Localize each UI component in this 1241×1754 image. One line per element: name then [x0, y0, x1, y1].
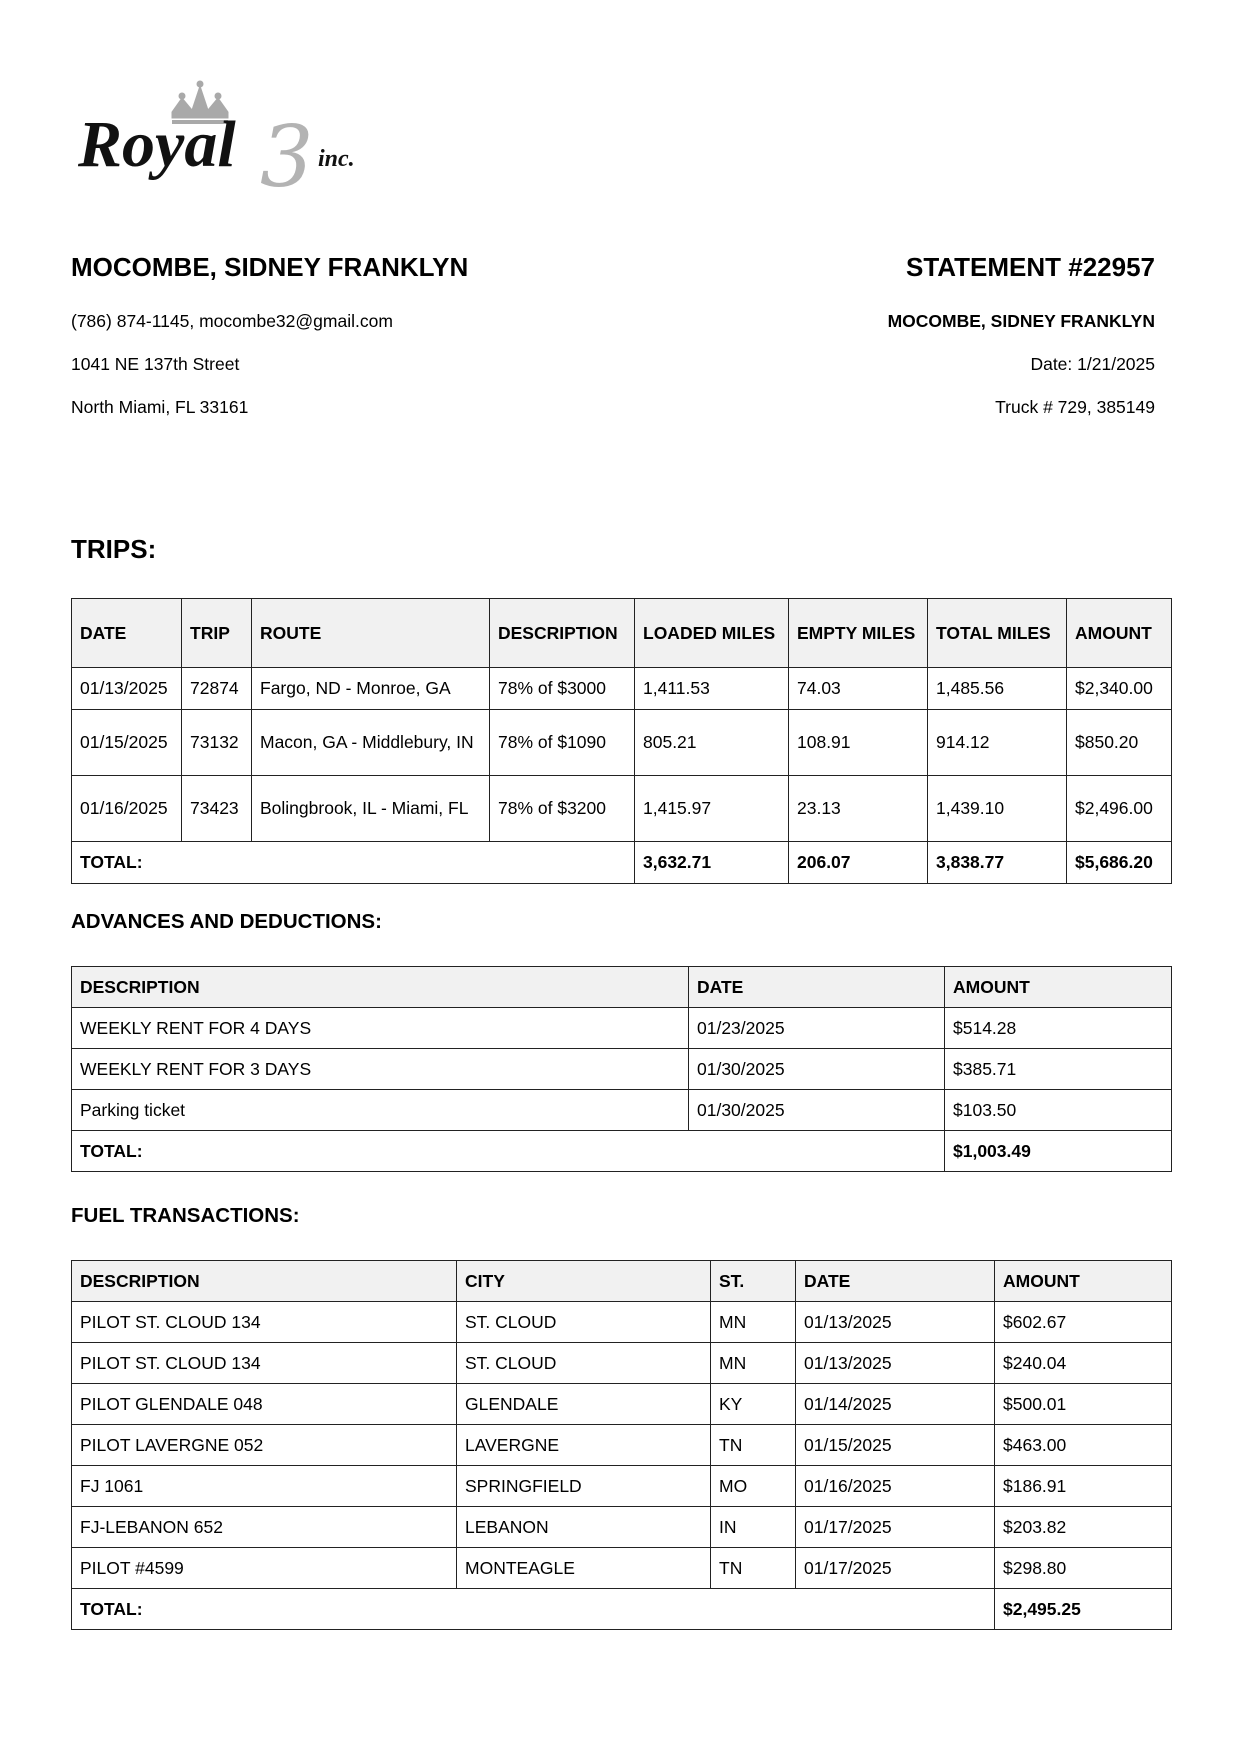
company-logo	[78, 78, 388, 198]
col-header: ROUTE	[252, 599, 490, 668]
trips-title: TRIPS:	[71, 534, 157, 564]
svg-text:Royal: Royal	[78, 108, 236, 181]
fuel-date: 01/13/2025	[796, 1302, 995, 1343]
svg-text:3: 3	[260, 108, 314, 198]
fuel-amount: $463.00	[995, 1425, 1172, 1466]
trip-empty-miles: 23.13	[789, 776, 928, 842]
total-row	[72, 842, 1172, 884]
fuel-table	[71, 1260, 1172, 1630]
trips-table	[71, 598, 1172, 884]
deduction-amount: $103.50	[945, 1090, 1172, 1131]
col-header: AMOUNT	[945, 967, 1172, 1008]
fuel-date: 01/17/2025	[796, 1507, 995, 1548]
table-header-row	[72, 599, 1172, 668]
fuel-city: SPRINGFIELD	[457, 1466, 711, 1507]
fuel-description: PILOT ST. CLOUD 134	[72, 1343, 457, 1384]
fuel-description: PILOT #4599	[72, 1548, 457, 1589]
fuel-amount: $240.04	[995, 1343, 1172, 1384]
total-row	[72, 1589, 1172, 1630]
col-header: TOTAL MILES	[928, 599, 1067, 668]
table-header-row	[72, 967, 1172, 1008]
fuel-date: 01/16/2025	[796, 1466, 995, 1507]
advances-title: ADVANCES AND DEDUCTIONS:	[71, 910, 382, 933]
fuel-state: KY	[711, 1384, 796, 1425]
fuel-city: MONTEAGLE	[457, 1548, 711, 1589]
trip-description: 78% of $3000	[490, 668, 635, 710]
fuel-amount: $186.91	[995, 1466, 1172, 1507]
deduction-description: Parking ticket	[72, 1090, 689, 1131]
col-header: DATE	[72, 599, 182, 668]
trip-description: 78% of $1090	[490, 710, 635, 776]
statement-truck: Truck # 729, 385149	[995, 397, 1155, 417]
total-amount: $2,495.25	[995, 1589, 1172, 1630]
trip-route: Bolingbrook, IL - Miami, FL	[252, 776, 490, 842]
table-row	[72, 1343, 1172, 1384]
fuel-state: MN	[711, 1343, 796, 1384]
driver-street: 1041 NE 137th Street	[71, 354, 240, 374]
col-header: EMPTY MILES	[789, 599, 928, 668]
col-header: AMOUNT	[995, 1261, 1172, 1302]
col-header: ST.	[711, 1261, 796, 1302]
col-header: LOADED MILES	[635, 599, 789, 668]
fuel-date: 01/13/2025	[796, 1343, 995, 1384]
trip-number: 72874	[182, 668, 252, 710]
table-row	[72, 1425, 1172, 1466]
table-row	[72, 1008, 1172, 1049]
fuel-description: PILOT ST. CLOUD 134	[72, 1302, 457, 1343]
fuel-state: TN	[711, 1425, 796, 1466]
deduction-date: 01/23/2025	[689, 1008, 945, 1049]
trip-empty-miles: 108.91	[789, 710, 928, 776]
fuel-description: FJ-LEBANON 652	[72, 1507, 457, 1548]
fuel-date: 01/14/2025	[796, 1384, 995, 1425]
fuel-amount: $500.01	[995, 1384, 1172, 1425]
total-row	[72, 1131, 1172, 1172]
total-total-miles: 3,838.77	[928, 842, 1067, 884]
statement-info	[595, 250, 1155, 417]
total-empty-miles: 206.07	[789, 842, 928, 884]
statement-date: Date: 1/21/2025	[1030, 354, 1155, 374]
trip-amount: $2,496.00	[1067, 776, 1172, 842]
statement-title: STATEMENT #22957	[905, 252, 1155, 282]
trip-total-miles: 1,485.56	[928, 668, 1067, 710]
fuel-city: ST. CLOUD	[457, 1302, 711, 1343]
table-row	[72, 1466, 1172, 1507]
fuel-date: 01/17/2025	[796, 1548, 995, 1589]
table-row	[72, 710, 1172, 776]
trip-number: 73132	[182, 710, 252, 776]
trip-date: 01/16/2025	[72, 776, 182, 842]
fuel-date: 01/15/2025	[796, 1425, 995, 1466]
trip-total-miles: 914.12	[928, 710, 1067, 776]
total-amount: $1,003.49	[945, 1131, 1172, 1172]
fuel-state: TN	[711, 1548, 796, 1589]
deduction-amount: $514.28	[945, 1008, 1172, 1049]
trip-description: 78% of $3200	[490, 776, 635, 842]
col-header: CITY	[457, 1261, 711, 1302]
deduction-description: WEEKLY RENT FOR 3 DAYS	[72, 1049, 689, 1090]
trip-amount: $2,340.00	[1067, 668, 1172, 710]
col-header: DATE	[796, 1261, 995, 1302]
col-header: DATE	[689, 967, 945, 1008]
fuel-city: LEBANON	[457, 1507, 711, 1548]
col-header: TRIP	[182, 599, 252, 668]
statement-name: MOCOMBE, SIDNEY FRANKLYN	[887, 311, 1155, 331]
table-row	[72, 1384, 1172, 1425]
fuel-description: PILOT LAVERGNE 052	[72, 1425, 457, 1466]
deduction-description: WEEKLY RENT FOR 4 DAYS	[72, 1008, 689, 1049]
col-header: DESCRIPTION	[72, 967, 689, 1008]
col-header: DESCRIPTION	[490, 599, 635, 668]
fuel-amount: $203.82	[995, 1507, 1172, 1548]
trip-route: Macon, GA - Middlebury, IN	[252, 710, 490, 776]
advances-table	[71, 966, 1172, 1172]
fuel-state: MN	[711, 1302, 796, 1343]
fuel-state: IN	[711, 1507, 796, 1548]
total-amount: $5,686.20	[1067, 842, 1172, 884]
driver-city: North Miami, FL 33161	[71, 397, 249, 417]
trip-date: 01/13/2025	[72, 668, 182, 710]
table-row	[72, 1302, 1172, 1343]
col-header: AMOUNT	[1067, 599, 1172, 668]
total-label: TOTAL:	[72, 1131, 945, 1172]
fuel-city: GLENDALE	[457, 1384, 711, 1425]
deduction-amount: $385.71	[945, 1049, 1172, 1090]
trip-date: 01/15/2025	[72, 710, 182, 776]
fuel-amount: $602.67	[995, 1302, 1172, 1343]
crown-icon	[78, 78, 388, 198]
table-header-row	[72, 1261, 1172, 1302]
driver-contact: (786) 874-1145, mocombe32@gmail.com	[71, 311, 393, 331]
driver-info	[71, 250, 631, 417]
fuel-city: LAVERGNE	[457, 1425, 711, 1466]
trip-empty-miles: 74.03	[789, 668, 928, 710]
total-loaded-miles: 3,632.71	[635, 842, 789, 884]
deduction-date: 01/30/2025	[689, 1049, 945, 1090]
table-row	[72, 1507, 1172, 1548]
fuel-description: FJ 1061	[72, 1466, 457, 1507]
total-label: TOTAL:	[72, 842, 635, 884]
trip-route: Fargo, ND - Monroe, GA	[252, 668, 490, 710]
table-row	[72, 1049, 1172, 1090]
fuel-title: FUEL TRANSACTIONS:	[71, 1204, 300, 1227]
trip-loaded-miles: 1,411.53	[635, 668, 789, 710]
col-header: DESCRIPTION	[72, 1261, 457, 1302]
trip-number: 73423	[182, 776, 252, 842]
trip-loaded-miles: 1,415.97	[635, 776, 789, 842]
table-row	[72, 668, 1172, 710]
trip-total-miles: 1,439.10	[928, 776, 1067, 842]
table-row	[72, 1090, 1172, 1131]
trip-loaded-miles: 805.21	[635, 710, 789, 776]
fuel-city: ST. CLOUD	[457, 1343, 711, 1384]
svg-text:inc.: inc.	[318, 146, 355, 172]
table-row	[72, 776, 1172, 842]
trip-amount: $850.20	[1067, 710, 1172, 776]
driver-name: MOCOMBE, SIDNEY FRANKLYN	[71, 252, 469, 282]
table-row	[72, 1548, 1172, 1589]
total-label: TOTAL:	[72, 1589, 995, 1630]
deduction-date: 01/30/2025	[689, 1090, 945, 1131]
fuel-description: PILOT GLENDALE 048	[72, 1384, 457, 1425]
fuel-state: MO	[711, 1466, 796, 1507]
fuel-amount: $298.80	[995, 1548, 1172, 1589]
